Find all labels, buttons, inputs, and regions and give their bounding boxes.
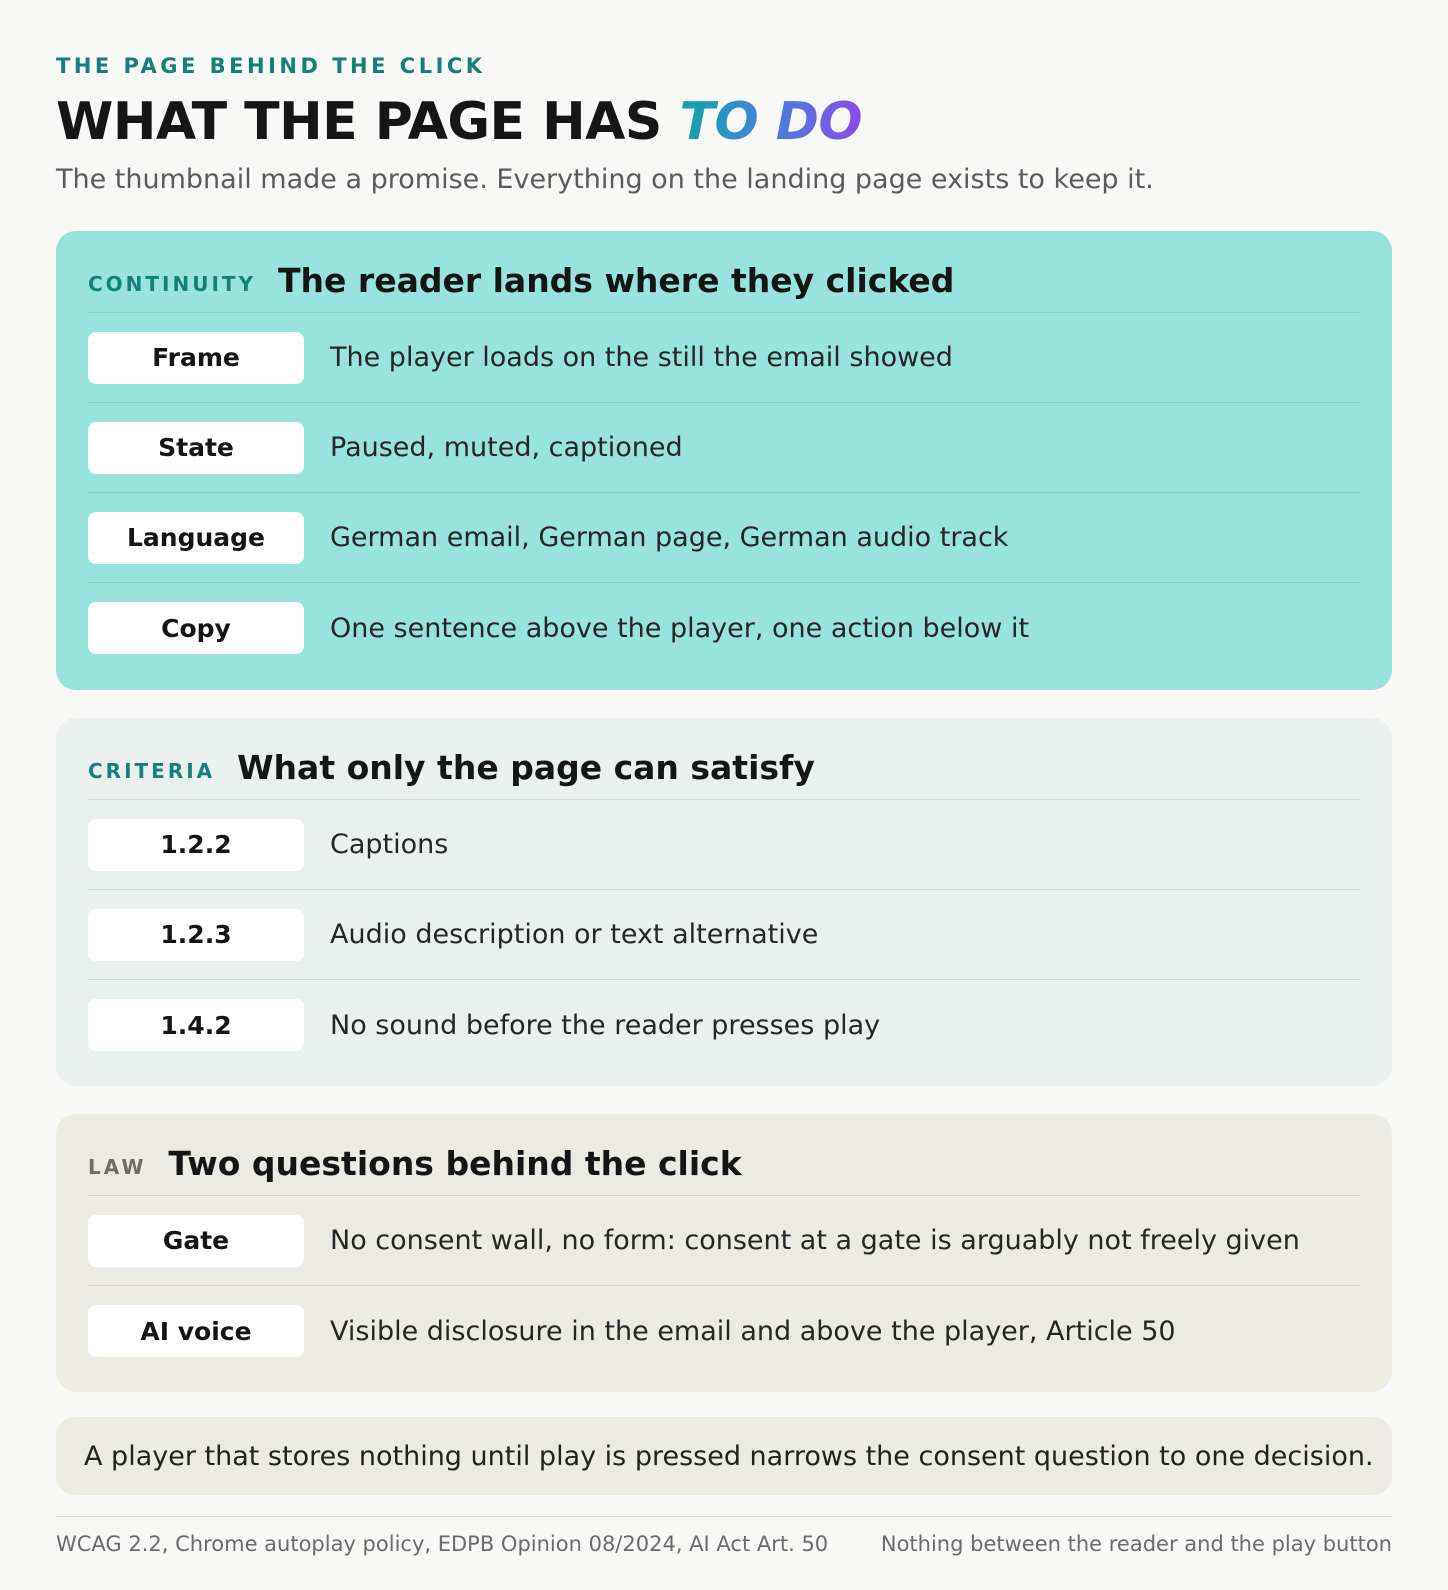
table-row — [88, 583, 1360, 673]
table-row — [88, 403, 1360, 493]
page-title-accent: TO DO — [679, 92, 863, 152]
criteria-card — [56, 718, 1392, 1086]
card-tag: LAW — [88, 1155, 147, 1179]
table-row — [88, 800, 1360, 890]
row-label: Frame — [88, 332, 304, 384]
footer-sources: WCAG 2.2, Chrome autoplay policy, EDPB Opinion 08/2024, AI Act Art. 50 — [56, 1531, 829, 1556]
row-label: 1.2.3 — [88, 909, 304, 961]
row-label: 1.4.2 — [88, 999, 304, 1051]
row-label: Language — [88, 512, 304, 564]
row-text: No consent wall, no form: consent at a gate is arguably not freely given — [330, 1225, 1300, 1256]
page-title-main: WHAT THE PAGE HAS — [56, 92, 680, 152]
card-header — [88, 231, 1360, 313]
row-label: State — [88, 422, 304, 474]
continuity-card — [56, 231, 1392, 690]
card-tag: CONTINUITY — [88, 272, 257, 296]
row-label: Gate — [88, 1215, 304, 1267]
row-label: Copy — [88, 602, 304, 654]
page-subtitle: The thumbnail made a promise. Everything on the landing page exists to keep it. — [56, 164, 1154, 195]
card-header — [88, 718, 1360, 800]
eyebrow: THE PAGE BEHIND THE CLICK — [56, 54, 486, 78]
card-title: What only the page can satisfy — [237, 748, 815, 787]
row-label: 1.2.2 — [88, 819, 304, 871]
table-row — [88, 313, 1360, 403]
footer-tagline: Nothing between the reader and the play button — [880, 1531, 1392, 1556]
row-text: The player loads on the still the email showed — [330, 342, 953, 373]
row-text: One sentence above the player, one action below it — [330, 612, 1030, 644]
summary-note: A player that stores nothing until play is pressed narrows the consent question to one decision. — [56, 1417, 1392, 1495]
page-title — [56, 92, 862, 152]
table-row — [88, 890, 1360, 980]
table-row — [88, 1196, 1360, 1286]
card-title: The reader lands where they clicked — [278, 261, 955, 300]
table-row — [88, 980, 1360, 1070]
row-label: AI voice — [88, 1305, 304, 1357]
table-row — [88, 1286, 1360, 1376]
row-text: Visible disclosure in the email and above the player, Article 50 — [330, 1315, 1176, 1347]
footer — [56, 1516, 1392, 1566]
row-text: Audio description or text alternative — [330, 919, 819, 950]
table-row — [88, 493, 1360, 583]
row-text: Captions — [330, 829, 449, 860]
row-text: No sound before the reader presses play — [330, 1009, 881, 1041]
law-card — [56, 1114, 1392, 1392]
card-title: Two questions behind the click — [168, 1144, 742, 1183]
card-tag: CRITERIA — [88, 759, 216, 783]
row-text: Paused, muted, captioned — [330, 432, 683, 463]
row-text: German email, German page, German audio track — [330, 522, 1009, 553]
card-header — [88, 1114, 1360, 1196]
